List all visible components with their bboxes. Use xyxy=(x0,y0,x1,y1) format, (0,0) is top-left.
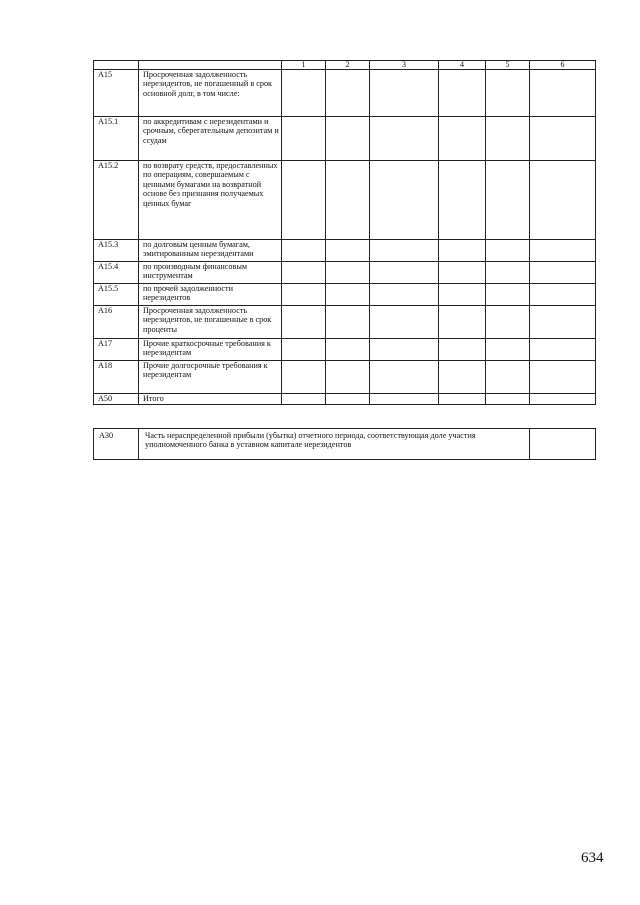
data-cell xyxy=(282,161,326,240)
data-cell xyxy=(439,339,486,361)
data-cell xyxy=(370,70,439,117)
column-header: 4 xyxy=(439,61,486,70)
table-row xyxy=(94,70,596,117)
data-cell xyxy=(439,284,486,306)
data-cell xyxy=(370,339,439,361)
column-header xyxy=(94,61,139,70)
data-cell xyxy=(370,284,439,306)
table-row xyxy=(94,284,596,306)
data-cell xyxy=(439,262,486,284)
data-cell xyxy=(282,306,326,339)
data-cell xyxy=(530,161,596,240)
data-cell xyxy=(282,394,326,405)
row-description: Просроченная задолженность нерезидентов, не погашенные в срок проценты xyxy=(139,306,282,339)
column-header: 3 xyxy=(370,61,439,70)
data-cell xyxy=(530,394,596,405)
row-description: Прочие краткосрочные требования к нерезидентам xyxy=(139,339,282,361)
data-cell xyxy=(370,306,439,339)
data-cell xyxy=(486,339,530,361)
table-row xyxy=(94,429,596,460)
data-cell xyxy=(530,117,596,161)
row-code: А15 xyxy=(94,70,139,117)
row-code: А15.4 xyxy=(94,262,139,284)
data-cell xyxy=(530,306,596,339)
data-cell xyxy=(530,240,596,262)
retained-earnings-table xyxy=(93,428,596,460)
column-header: 6 xyxy=(530,61,596,70)
data-cell xyxy=(282,361,326,394)
data-cell xyxy=(486,361,530,394)
data-cell xyxy=(486,240,530,262)
data-cell xyxy=(282,339,326,361)
row-description: по возврату средств, предоставленных по операциям, совершаемым с ценными бумагами на возвратной основе без признания получаемых ценных бумаг xyxy=(139,161,282,240)
data-cell xyxy=(486,161,530,240)
data-cell xyxy=(326,284,370,306)
data-cell xyxy=(486,117,530,161)
data-cell xyxy=(326,70,370,117)
row-code: А50 xyxy=(94,394,139,405)
data-cell xyxy=(439,161,486,240)
balance-table xyxy=(93,60,596,405)
row-code: А15.5 xyxy=(94,284,139,306)
table-row xyxy=(94,262,596,284)
table-header-row xyxy=(94,61,596,70)
data-cell xyxy=(530,361,596,394)
data-cell xyxy=(326,240,370,262)
data-cell xyxy=(326,361,370,394)
data-cell xyxy=(439,361,486,394)
row-description: Часть нераспределенной прибыли (убытка) отчетного периода, соответствующая доле участия уполномоченного банка в уставном капитале нерезидентов xyxy=(139,429,530,460)
data-cell xyxy=(439,240,486,262)
data-cell xyxy=(326,339,370,361)
table-row xyxy=(94,339,596,361)
row-code: А15.1 xyxy=(94,117,139,161)
data-cell xyxy=(282,117,326,161)
table-row xyxy=(94,306,596,339)
data-cell xyxy=(282,262,326,284)
data-cell xyxy=(370,117,439,161)
data-cell xyxy=(439,70,486,117)
data-cell xyxy=(370,161,439,240)
row-description: по долговым ценным бумагам, эмитированным нерезидентами xyxy=(139,240,282,262)
data-cell xyxy=(530,339,596,361)
row-code: А15.3 xyxy=(94,240,139,262)
table-row xyxy=(94,394,596,405)
data-cell xyxy=(530,70,596,117)
column-header xyxy=(139,61,282,70)
table-row xyxy=(94,161,596,240)
data-cell xyxy=(326,161,370,240)
row-code: А15.2 xyxy=(94,161,139,240)
row-description: по прочей задолженности нерезидентов xyxy=(139,284,282,306)
data-cell xyxy=(326,306,370,339)
page-number: 634 xyxy=(581,850,604,866)
data-cell xyxy=(486,394,530,405)
data-cell xyxy=(486,70,530,117)
row-code: А18 xyxy=(94,361,139,394)
row-code: А17 xyxy=(94,339,139,361)
row-description: Просроченная задолженность нерезидентов, не погашенный в срок основной долг, в том числе: xyxy=(139,70,282,117)
data-cell xyxy=(530,262,596,284)
data-cell xyxy=(282,70,326,117)
row-code: А16 xyxy=(94,306,139,339)
table-row xyxy=(94,117,596,161)
data-cell xyxy=(326,394,370,405)
data-cell xyxy=(486,306,530,339)
data-cell xyxy=(282,240,326,262)
row-code: А30 xyxy=(94,429,139,460)
data-cell xyxy=(370,240,439,262)
table-row xyxy=(94,240,596,262)
row-description: Итого xyxy=(139,394,282,405)
column-header: 1 xyxy=(282,61,326,70)
column-header: 2 xyxy=(326,61,370,70)
data-cell xyxy=(439,394,486,405)
row-description: Прочие долгосрочные требования к нерезидентам xyxy=(139,361,282,394)
data-cell xyxy=(439,117,486,161)
data-cell xyxy=(370,262,439,284)
data-cell xyxy=(282,284,326,306)
row-description: по производным финансовым инструментам xyxy=(139,262,282,284)
data-cell xyxy=(370,361,439,394)
row-description: по аккредитивам с нерезидентами и срочным, сберегательным депозитам и ссудам xyxy=(139,117,282,161)
data-cell xyxy=(326,262,370,284)
data-cell xyxy=(486,262,530,284)
data-cell xyxy=(530,284,596,306)
table-row xyxy=(94,361,596,394)
data-cell xyxy=(326,117,370,161)
column-header: 5 xyxy=(486,61,530,70)
data-cell xyxy=(530,429,596,460)
data-cell xyxy=(370,394,439,405)
data-cell xyxy=(486,284,530,306)
data-cell xyxy=(439,306,486,339)
